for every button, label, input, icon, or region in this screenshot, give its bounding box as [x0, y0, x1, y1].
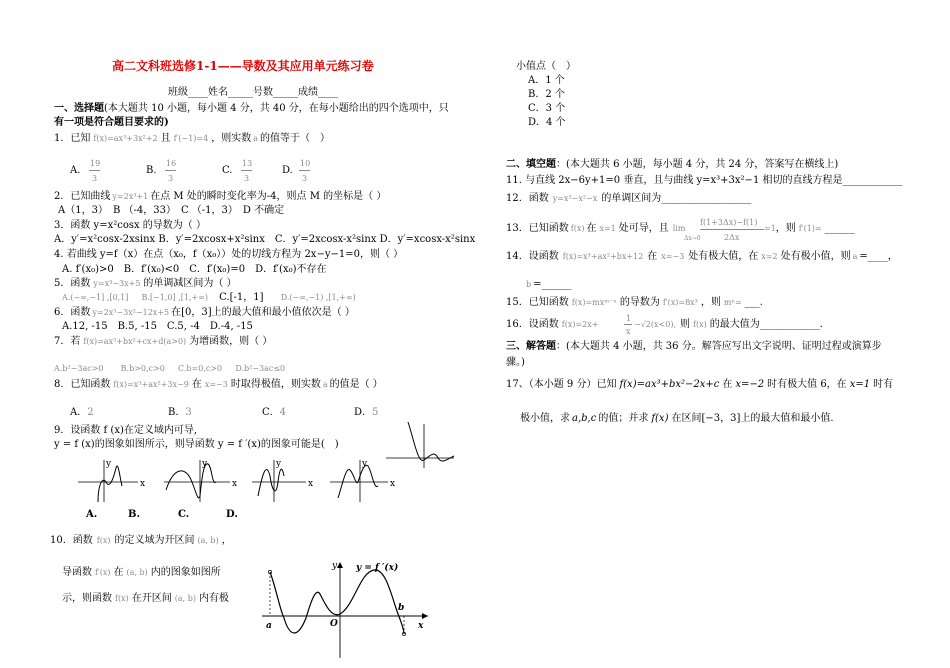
q10-option-d: D．4 个 [528, 117, 566, 128]
formula: f′(−1)=4 [173, 134, 209, 143]
question-8: 8．已知函数 f(x)=x³+ax²+3x−9 在 x=−3 时取得极值，则实数 a 的值是（ ） [54, 379, 383, 390]
formula: f(x)=ax³+3x²+2 [93, 134, 158, 143]
section2-note: ：(本大题共 6 小题，每小题 4 分，共 24 分，答案写在横线上) [556, 159, 839, 170]
q10-option-a: A．1 个 [528, 75, 565, 86]
fraction-bar [89, 170, 100, 171]
q1-option-b: B. [146, 165, 157, 176]
formula: f(x)=ax³+bx²−2x+c [619, 379, 720, 390]
limit-subscript: Δx→0 [684, 235, 701, 242]
question-12: 12．函数 y=x³−x²−x 的单调区间为__________________ [506, 193, 752, 204]
page-title: 高二文科班选修1-1——导数及其应用单元练习卷 [112, 59, 374, 73]
svg-text:y: y [276, 459, 282, 469]
graph-xlabel: x [418, 621, 424, 631]
q9-label-b: B. [128, 509, 140, 520]
limit-fraction-num: f(1+3Δx)−f(1) [700, 218, 758, 227]
q10-option-b: B．2 个 [528, 89, 565, 100]
section1-heading-line [54, 102, 449, 115]
section3-note-cont: 骤。) [506, 357, 525, 368]
q9-label-c: C. [178, 509, 190, 520]
student-info-line: 班级____姓名_____号数_____成绩____ [168, 87, 338, 98]
section2-heading: 二、填空题 [506, 159, 556, 170]
q4-options: A. f′(x₀)>0 B．f′(x₀)<0 C．f′(x₀)=0 D．f′(x₀)不存在 [62, 264, 327, 275]
fraction-num: 13 [242, 159, 253, 168]
q9-graph-c [250, 456, 312, 504]
q10-option-c: C．3 个 [528, 103, 566, 114]
question-2: 2．已知曲线 y=2x³+1 在点 M 处的瞬时变化率为-4，则点 M 的坐标是（ ） [54, 191, 387, 202]
question-4: 4. 若曲线 y=f（x）在点（x₀，f（x₀））处的切线方程为 2x−y−1=0，则（ ） [54, 249, 404, 260]
question-13-tail: =1，则 f′(1)= ______ [764, 223, 855, 234]
svg-text:y: y [202, 459, 208, 469]
fraction-bar [241, 170, 252, 171]
fraction-num: 16 [166, 159, 177, 168]
question-5: 5．函数 y=x³−3x+5 的单调减区间为（ ） [54, 278, 237, 289]
question-9-line1: 9．设函数 f (x)在定义域内可导, [54, 425, 198, 436]
q6-options: A.12, -15 B.5, -15 C.5, -4 D.-4, -15 [62, 321, 253, 332]
fraction-bar [165, 170, 176, 171]
q8-option-d: D．5 [354, 407, 379, 418]
q10-continuation: 小值点（ ） [516, 61, 576, 72]
question-17: 17、（本小题 9 分）已知 f(x)=ax³+bx²−2x+c 在 x=−2 时有极大值 6，在 x=1 时有 [506, 379, 894, 390]
fraction-den: 3 [92, 174, 98, 183]
q9-graph-b [160, 456, 236, 504]
q9-graph-a [76, 456, 146, 504]
question-11: 11. 与直线 2x−6y+1=0 垂直，且与曲线 y=x³+3x²−1 相切的直线方程是____________ [506, 175, 903, 186]
question-7: 7．若 f(x)=ax³+bx²+cx+d(a>0) 为增函数，则（ ） [54, 336, 273, 347]
q9-fx-graph [384, 420, 456, 470]
section1-note: (本大题共 10 小题，每小题 4 分，共 40 分，在每小题给出的四个选项中，只 [104, 103, 449, 114]
section3-heading: 三、解答题 [506, 341, 556, 352]
question-16-tail: −√2(x<0), 则 f(x) 的最大值为____________． [634, 319, 830, 330]
svg-text:y: y [362, 459, 368, 469]
question-15: 15．已知函数 f(x)=mxᵐ⁻ⁿ 的导数为 f′(x)=8x³ ，则 mⁿ= ___. [506, 297, 763, 308]
q3-options: A．y′=x²cosx-2xsinx B．y′=2xcosx+x²sinx C．y′=2xcosx-x²sinx D．y′=xcosx-x²sinx [54, 234, 476, 245]
q1-option-a: A. [70, 165, 81, 176]
q1-option-c: C. [222, 165, 233, 176]
fraction-num: 19 [90, 159, 101, 168]
svg-text:x: x [232, 479, 238, 489]
graph-a-label: a [266, 621, 272, 631]
question-13: 13．已知函数 f(x) 在 x=1 处可导，且 lim [506, 223, 686, 234]
graph-origin-label: O [330, 619, 338, 629]
fraction-den: 3 [168, 174, 174, 183]
question-9-line2: y = f (x)的图象如图所示，则导函数 y = f ′(x)的图象可能是( ) [54, 439, 339, 450]
question-16: 16．设函数 f(x)=2x+ [506, 319, 599, 330]
q8-option-c: C．4 [262, 407, 287, 418]
question-1: 1．已知 f(x)=ax³+3x²+2 且 f′(−1)=4 ，则实数 a 的值等于（ ） [54, 133, 330, 144]
question-6: 6．函数 y=2x³−3x²−12x+5 在[0，3]上的最大值和最小值依次是（ ） [54, 307, 355, 318]
q9-graph-d [328, 456, 394, 504]
question-10-line2: 导函数 f′(x) 在 (a, b) 内的图象如图所 [62, 567, 221, 578]
q2-options: A（1，3） B （-4，33） C （-1，3） D 不确定 [58, 205, 285, 216]
section3-heading-line [506, 340, 882, 353]
graph-curve-label: y = f ′(x) [356, 563, 399, 573]
fraction-num: 1 [626, 314, 632, 323]
question-14-cont: b =______ [526, 279, 572, 290]
q7-options: A.b²−3ac>0 B.b>0,c>0 C.b=0,c>0 D.b²−3ac≤0 [54, 364, 286, 373]
question-14: 14．设函数 f(x)=x³+ax²+bx+12 在 x=−3 处有极大值，在 x=2 处有极小值，则 a =____， [506, 251, 898, 262]
fraction-den: 3 [244, 174, 250, 183]
q9-label-d: D. [226, 509, 238, 520]
svg-text:y: y [106, 459, 112, 469]
fraction-num: 10 [300, 159, 311, 168]
q10-derivative-graph [258, 558, 434, 662]
fraction-den: 3 [302, 174, 308, 183]
svg-text:x: x [390, 479, 396, 489]
graph-ylabel: y [332, 561, 338, 571]
fraction-den: x [626, 327, 631, 336]
q1-option-d: D. [282, 165, 293, 176]
q5-options: A.(−∞,−1] ,[0,1] B.[−1,0] ,[1,+∞) C.[-1，1] D.(−∞,−1) ,[1,+∞) [62, 292, 356, 303]
question-10-line3: 示，则函数 f(x) 在开区间 (a, b) 内有极 [62, 593, 229, 604]
q8-option-b: B．3 [168, 407, 192, 418]
fraction-bar [700, 229, 764, 230]
svg-text:x: x [140, 479, 146, 489]
graph-b-label: b [398, 603, 405, 613]
question-17-line2: 极小值，求 a,b,c 的值；并求 f(x) 在区间[−3，3]上的最大值和最小值. [520, 413, 834, 424]
q8-option-a: A．2 [70, 407, 94, 418]
limit-fraction-den: 2Δx [724, 233, 740, 242]
fraction-bar [299, 170, 310, 171]
question-3: 3．函数 y=x²cosx 的导数为（ ） [54, 220, 206, 231]
svg-text:x: x [308, 479, 314, 489]
question-10-line1: 10．函数 f(x) 的定义域为开区间 (a, b) ， [50, 535, 232, 546]
section1-heading: 一、选择题 [54, 103, 104, 114]
q9-label-a: A. [86, 509, 98, 520]
section2-heading-line [506, 158, 838, 171]
section1-note-cont: 有一项是符合题目要求的) [54, 117, 169, 128]
section3-note: ：(本大题共 4 小题，共 36 分。解答应写出文字说明、证明过程或演算步 [556, 341, 882, 352]
